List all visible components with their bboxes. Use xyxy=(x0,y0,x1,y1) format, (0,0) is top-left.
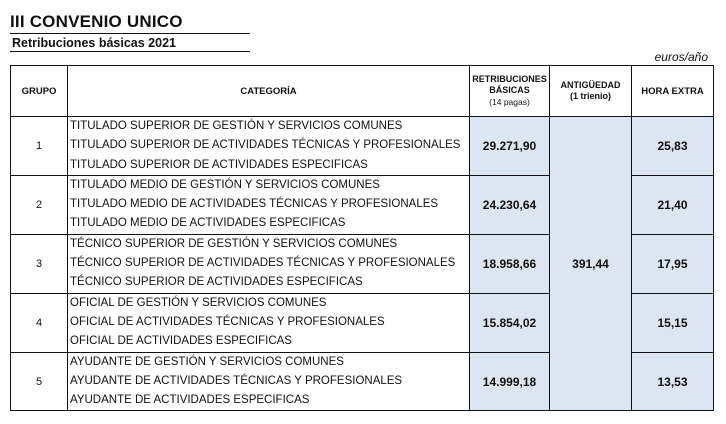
hora-extra-cell: 25,83 xyxy=(632,117,714,176)
header-antiguedad xyxy=(550,66,632,117)
categoria-cell xyxy=(68,293,470,352)
retribuciones-cell: 18.958,66 xyxy=(470,234,550,293)
categoria-line: AYUDANTE DE ACTIVIDADES ESPECIFICAS xyxy=(70,394,310,407)
hora-extra-cell: 15,15 xyxy=(632,293,714,352)
subtitle-underline xyxy=(10,51,250,52)
retribuciones-cell: 14.999,18 xyxy=(470,352,550,411)
categoria-line: TÉCNICO SUPERIOR DE ACTIVIDADES TÉCNICAS Y PROFESIONALES xyxy=(70,257,456,270)
categoria-cell xyxy=(68,234,470,293)
header-antiguedad-line2: (1 trienio) xyxy=(569,91,611,101)
header-categoria: CATEGORÍA xyxy=(68,66,470,117)
header-retribuciones xyxy=(470,66,550,117)
grupo-cell: 5 xyxy=(11,352,68,411)
categoria-line: TITULADO SUPERIOR DE GESTIÓN Y SERVICIOS COMUNES xyxy=(70,120,403,132)
title-underline xyxy=(10,33,250,34)
grupo-cell: 1 xyxy=(11,117,68,176)
header-retribuciones-line2: BÁSICAS xyxy=(489,85,530,95)
currency-unit: euros/año xyxy=(654,50,708,64)
categoria-line: TITULADO MEDIO DE GESTIÓN Y SERVICIOS COMUNES xyxy=(70,178,380,191)
document-subtitle: Retribuciones básicas 2021 xyxy=(12,36,176,50)
categoria-line: TITULADO SUPERIOR DE ACTIVIDADES TÉCNICAS Y PROFESIONALES xyxy=(70,139,461,152)
hora-extra-cell: 21,40 xyxy=(632,175,714,234)
categoria-line: TITULADO SUPERIOR DE ACTIVIDADES ESPECIFICAS xyxy=(70,158,368,171)
header-retribuciones-line3: (14 pagas) xyxy=(489,97,530,107)
retribuciones-cell: 15.854,02 xyxy=(470,293,550,352)
grupo-cell: 3 xyxy=(11,234,68,293)
categoria-line: TITULADO MEDIO DE ACTIVIDADES ESPECIFICAS xyxy=(70,217,346,230)
table-header-row xyxy=(11,66,714,117)
hora-extra-cell: 17,95 xyxy=(632,234,714,293)
retribuciones-cell: 24.230,64 xyxy=(470,175,550,234)
categoria-cell xyxy=(68,175,470,234)
antiguedad-cell: 391,44 xyxy=(550,117,632,411)
retribuciones-cell: 29.271,90 xyxy=(470,117,550,176)
document-title: III CONVENIO UNICO xyxy=(10,12,183,31)
grupo-cell: 4 xyxy=(11,293,68,352)
categoria-line: OFICIAL DE ACTIVIDADES ESPECIFICAS xyxy=(70,335,292,348)
table-row xyxy=(11,117,714,176)
hora-extra-cell: 13,53 xyxy=(632,352,714,411)
grupo-cell: 2 xyxy=(11,175,68,234)
categoria-line: TÉCNICO SUPERIOR DE GESTIÓN Y SERVICIOS COMUNES xyxy=(70,237,398,250)
categoria-line: TÉCNICO SUPERIOR DE ACTIVIDADES ESPECIFICAS xyxy=(70,276,363,289)
header-grupo: GRUPO xyxy=(11,66,68,117)
categoria-line: AYUDANTE DE GESTIÓN Y SERVICIOS COMUNES xyxy=(70,355,344,368)
categoria-cell xyxy=(68,352,470,411)
categoria-line: OFICIAL DE GESTIÓN Y SERVICIOS COMUNES xyxy=(70,296,327,309)
header-hora-extra: HORA EXTRA xyxy=(632,66,714,117)
categoria-line: AYUDANTE DE ACTIVIDADES TÉCNICAS Y PROFESIONALES xyxy=(70,374,403,387)
categoria-line: OFICIAL DE ACTIVIDADES TÉCNICAS Y PROFESIONALES xyxy=(70,315,385,328)
categoria-line: TITULADO MEDIO DE ACTIVIDADES TÉCNICAS Y PROFESIONALES xyxy=(70,198,439,211)
header-antiguedad-line1: ANTIGÜEDAD xyxy=(560,80,621,90)
categoria-cell xyxy=(68,117,470,176)
header-retribuciones-line1: RETRIBUCIONES xyxy=(472,74,547,84)
salary-table xyxy=(10,65,714,411)
